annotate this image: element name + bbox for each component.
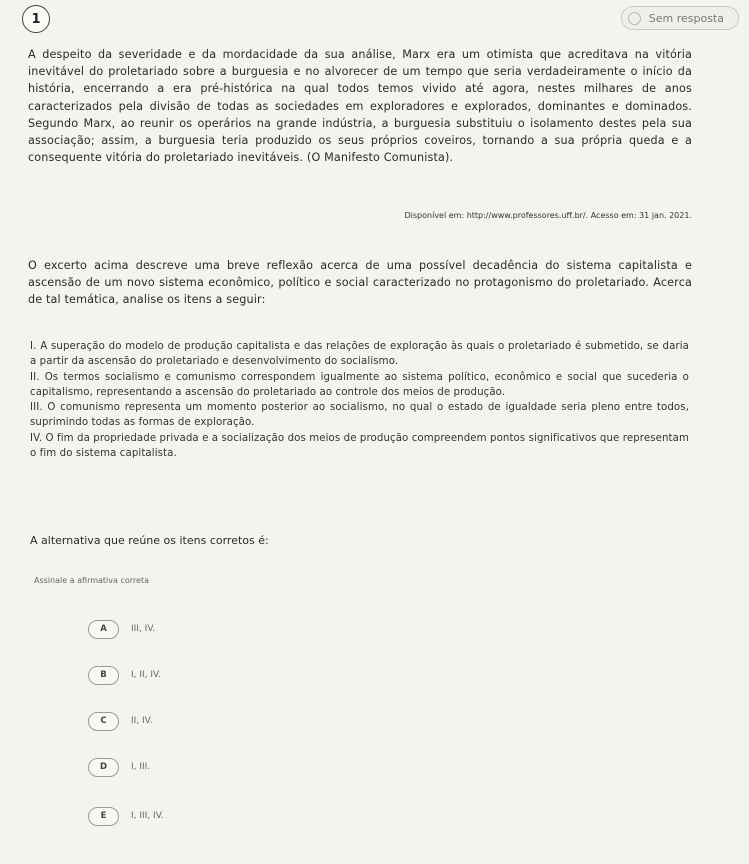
option-a[interactable] [88,619,155,639]
option-a-letter[interactable]: A [88,620,119,639]
item-4: IV. O fim da propriedade privada e a socialização dos meios de produção compreendem pontos significativos que representam o fim do sistema capitalista. [30,432,689,460]
option-b[interactable] [88,665,161,685]
option-b-letter[interactable]: B [88,666,119,685]
status-label: Sem resposta [648,11,724,25]
answer-prompt: A alternativa que reúne os itens corretos é: [30,534,269,547]
answer-status-badge [621,6,739,30]
item-1: I. A superação do modelo de produção capitalista e das relações de exploração às quais o proletariado é submetido, se daria a partir da ascensão do proletariado e desenvolvimento do socialismo. [30,341,689,368]
option-b-text: I, II, IV. [131,670,161,680]
option-c-text: II, IV. [131,716,153,726]
question-number: 1 [22,5,50,33]
option-d[interactable] [88,757,150,777]
option-d-letter[interactable]: D [88,758,119,777]
option-e[interactable] [88,806,164,826]
items-list [30,339,689,461]
answer-hint: Assinale a afirmativa correta [34,576,149,585]
excerpt-text: A despeito da severidade e da mordacidade da sua análise, Marx era um otimista que acreditava na vitória inevitável do proletariado sobre a burguesia e no alvorecer de um tempo que seria verdadeiramente o início da história, encerrando a era pré-histórica na qual todos temos vivido até agora, nestes milhares de anos caracterizados pela divisão de todas as sociedades em exploradores e explorados, dominantes e dominados. Segundo Marx, ao reunir os operários na grande indústria, a burguesia substituiu o isolamento destes pela sua associação; assim, a burguesia teria produzido os seus próprios coveiros, tornando a sua própria queda e a consequente vitória do proletariado inevitáveis. (O Manifesto Comunista). [28,48,692,165]
option-a-text: III, IV. [131,624,156,634]
option-e-letter[interactable]: E [88,807,119,826]
item-2: II. Os termos socialismo e comunismo correspondem igualmente ao sistema político, econômico e social que sucederia o capitalismo, representando a ascensão do proletariado ao controle dos meios de produção. [30,371,689,398]
option-c-letter[interactable]: C [88,712,119,731]
option-e-text: I, III, IV. [131,811,164,821]
question-statement: O excerto acima descreve uma breve reflexão acerca de uma possível decadência do sistema capitalista e ascensão de um novo sistema econômico, político e social caracterizado no protagonismo do proletariado. Acerca de tal temática, analise os itens a seguir: [28,259,692,307]
option-d-text: I, III. [131,762,151,772]
item-3: III. O comunismo representa um momento posterior ao socialismo, no qual o estado de igualdade seria pleno entre todos, suprimindo todas as formas de exploração. [30,402,689,429]
empty-circle-icon [628,12,641,25]
excerpt-source: Disponível em: http://www.professores.uff.br/. Acesso em: 31 jan. 2021. [404,211,692,220]
option-c[interactable] [88,711,153,731]
